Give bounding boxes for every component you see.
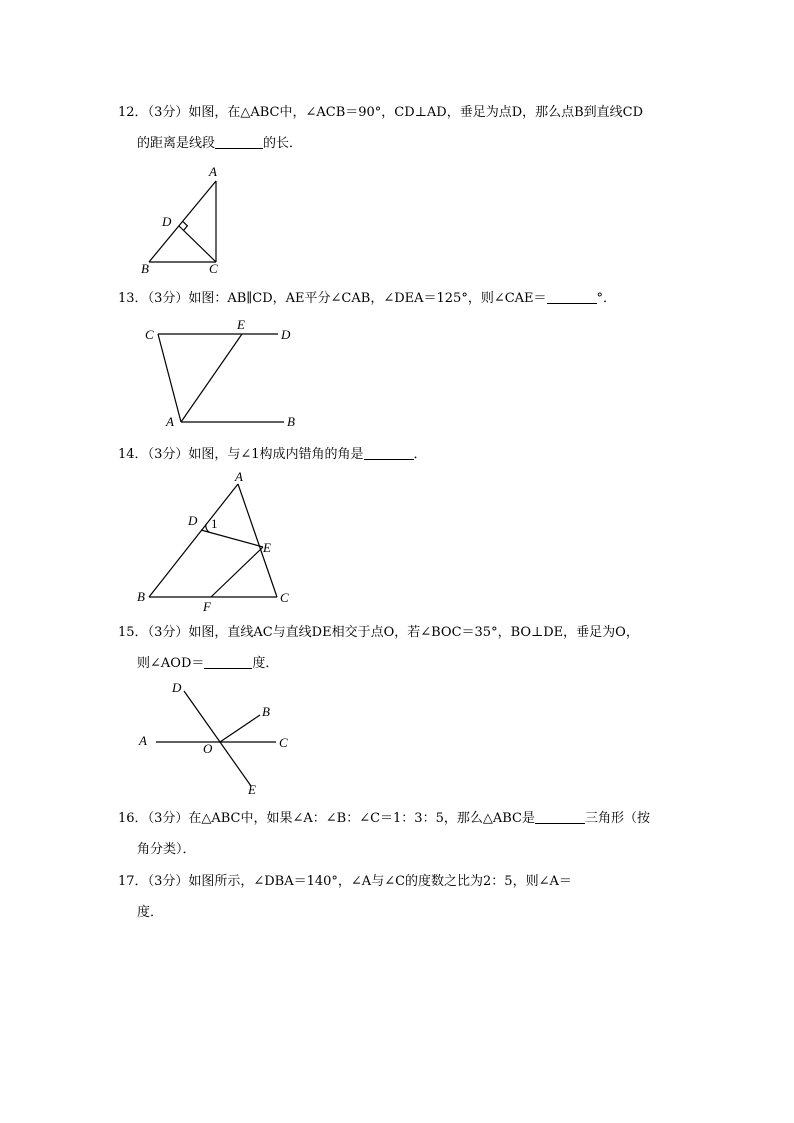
question-text: 度． (137, 905, 164, 920)
question-13 (118, 283, 678, 314)
question-text: 的距离是线段 (137, 136, 216, 151)
label-d: D (172, 680, 182, 695)
label-b: B (262, 704, 270, 719)
question-score: （3分） (147, 291, 189, 306)
question-score: （3分） (147, 625, 189, 640)
label-c: C (209, 261, 218, 276)
figure-q13 (136, 318, 306, 433)
question-12-line2 (118, 128, 678, 159)
answer-blank[interactable] (364, 445, 414, 460)
label-b: B (137, 589, 145, 604)
question-17-line1: 17．（3分）如图所示，∠DBA＝140°，∠A与∠C的度数之比为2：5，则∠A＝ (118, 874, 572, 889)
figure-q12 (136, 160, 236, 280)
right-angle-mark (183, 221, 188, 230)
segment-ef (211, 547, 263, 597)
label-d: D (281, 327, 291, 342)
ray-ob (220, 715, 260, 742)
label-c: C (280, 590, 289, 605)
answer-blank[interactable] (204, 654, 252, 669)
segment-ca (158, 334, 181, 422)
question-text: 如图所示，∠DBA＝140°，∠A与∠C的度数之比为2：5，则∠A＝ (188, 874, 572, 889)
line-de (184, 691, 251, 786)
question-text: 的长． (263, 136, 303, 151)
label-b: B (287, 414, 295, 429)
label-b: B (141, 261, 149, 276)
question-number: 13 (118, 291, 135, 306)
question-17 (118, 866, 678, 928)
label-e: E (263, 540, 271, 555)
answer-blank[interactable] (535, 809, 585, 824)
question-text: 三角形（按 (584, 811, 650, 826)
answer-blank[interactable] (547, 289, 597, 304)
question-score: （3分） (147, 874, 189, 889)
question-text: 如图，直线AC与直线DE相交于点O，若∠BOC＝35°，BO⊥DE，垂足为O， (188, 625, 639, 640)
segment-de (201, 530, 263, 547)
segment-ab (149, 484, 238, 597)
question-12 (118, 97, 678, 159)
figure-q15 (134, 678, 304, 800)
label-c: C (145, 327, 154, 342)
question-17-line2 (118, 897, 678, 928)
label-d: D (188, 513, 198, 528)
label-a: A (235, 470, 243, 484)
question-number: 15 (118, 625, 135, 640)
label-a: A (139, 733, 147, 748)
figure-q14 (134, 470, 304, 615)
question-text: 角分类）． (137, 842, 196, 857)
question-number: 17 (118, 874, 135, 889)
label-a: A (166, 414, 174, 429)
label-o: O (203, 741, 213, 756)
question-14-line1: 14．（3分）如图，与∠1构成内错角的角是 ． (118, 447, 427, 462)
question-text: 则∠AOD＝ (137, 656, 205, 671)
label-a: A (209, 164, 217, 179)
question-13-line1: 13．（3分）如图：AB∥CD，AE平分∠CAB，∠DEA＝125°，则∠CAE＝ °． (118, 291, 617, 306)
segment-ab (149, 181, 216, 262)
label-f: F (203, 599, 211, 614)
segment-ac (238, 484, 277, 597)
answer-blank[interactable] (215, 134, 263, 149)
question-15-line1: 15．（3分）如图，直线AC与直线DE相交于点O，若∠BOC＝35°，BO⊥DE，垂足为O， (118, 625, 639, 640)
label-d: D (162, 214, 172, 229)
question-14 (118, 439, 678, 470)
question-text: 如图：AB∥CD，AE平分∠CAB，∠DEA＝125°，则∠CAE＝ (188, 291, 547, 306)
label-c: C (279, 735, 288, 750)
label-angle-1: 1 (211, 516, 218, 531)
segment-cd (179, 226, 216, 262)
segment-ae (181, 334, 242, 422)
question-number: 14 (118, 447, 135, 462)
question-text: °． (596, 291, 617, 306)
question-12-line1: 12．（3分）如图，在△ABC中，∠ACB＝90°，CD⊥AD，垂足为点D，那么点B到直线CD (118, 105, 644, 120)
question-16-line1: 16．（3分）在△ABC中，如果∠A：∠B：∠C＝1：3：5，那么△ABC是 三角形（按 (118, 811, 650, 826)
question-score: （3分） (147, 447, 189, 462)
question-number: 16 (118, 811, 135, 826)
question-text: ． (413, 447, 427, 462)
question-16-line2 (118, 834, 678, 865)
question-16 (118, 803, 678, 865)
label-e: E (248, 782, 256, 797)
question-text: 如图，在△ABC中，∠ACB＝90°，CD⊥AD，垂足为点D，那么点B到直线CD (188, 105, 644, 120)
question-15-line2 (118, 648, 678, 679)
question-score: （3分） (147, 105, 189, 120)
question-15 (118, 617, 678, 679)
question-text: 度． (252, 656, 279, 671)
question-score: （3分） (147, 811, 189, 826)
question-text: 在△ABC中，如果∠A：∠B：∠C＝1：3：5，那么△ABC是 (188, 811, 535, 826)
question-text: 如图，与∠1构成内错角的角是 (188, 447, 364, 462)
label-e: E (237, 318, 245, 332)
question-number: 12 (118, 105, 135, 120)
